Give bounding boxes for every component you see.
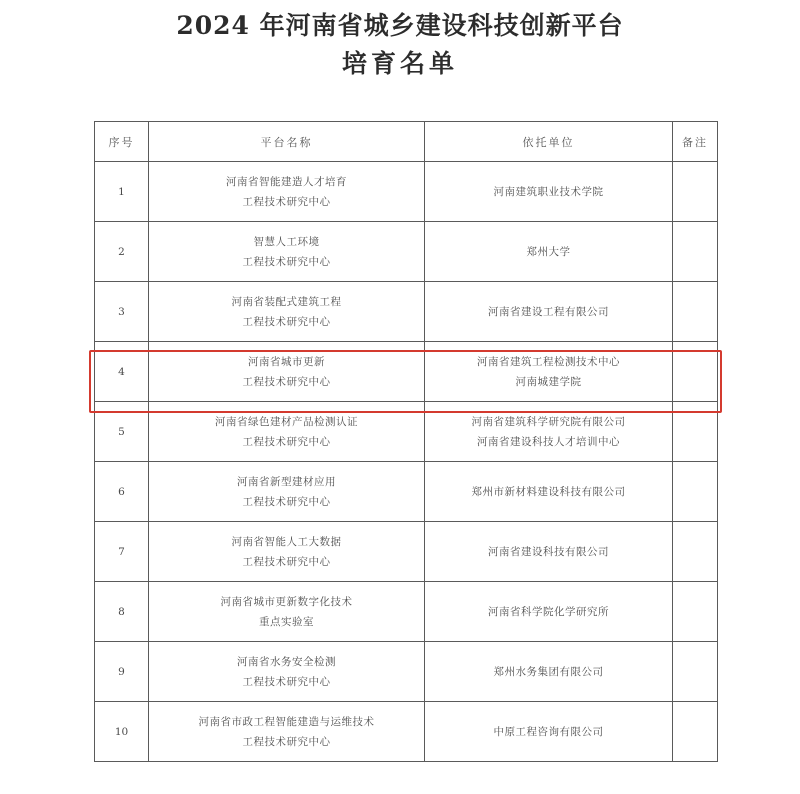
- row-remarks: [673, 702, 718, 762]
- platform-name-line: 工程技术研究中心: [242, 315, 331, 328]
- table-row: [95, 702, 718, 762]
- row-host-unit: [425, 702, 673, 762]
- platform-name-line: 河南省装配式建筑工程: [231, 295, 342, 308]
- header-serial: 序号: [95, 122, 149, 162]
- platform-name-line: 工程技术研究中心: [242, 675, 331, 688]
- row-serial: 4: [95, 342, 149, 402]
- row-serial: 10: [95, 702, 149, 762]
- table-row: [95, 582, 718, 642]
- row-platform-name: [149, 522, 425, 582]
- row-serial: 8: [95, 582, 149, 642]
- row-platform-name: [149, 222, 425, 282]
- row-serial: 7: [95, 522, 149, 582]
- row-platform-name: [149, 582, 425, 642]
- platform-name-line: 河南省智能人工大数据: [231, 535, 342, 548]
- platform-name-line: 工程技术研究中心: [242, 255, 331, 268]
- host-unit-line: 河南省建筑科学研究院有限公司: [471, 415, 626, 428]
- header-platform-name: 平台名称: [149, 122, 425, 162]
- row-remarks: [673, 402, 718, 462]
- row-host-unit: [425, 642, 673, 702]
- row-host-unit: [425, 222, 673, 282]
- platform-name-line: 河南省新型建材应用: [237, 475, 336, 488]
- roster-table: [94, 121, 718, 762]
- row-platform-name: [149, 642, 425, 702]
- row-host-unit: [425, 522, 673, 582]
- row-serial: 2: [95, 222, 149, 282]
- host-unit-line: 河南省建设科技人才培训中心: [477, 435, 620, 448]
- row-host-unit: [425, 162, 673, 222]
- table-row: [95, 342, 718, 402]
- platform-name-line: 工程技术研究中心: [242, 375, 331, 388]
- row-platform-name: [149, 282, 425, 342]
- table-row: [95, 642, 718, 702]
- host-unit-line: 河南建筑职业技术学院: [493, 185, 604, 198]
- row-remarks: [673, 642, 718, 702]
- table-row: [95, 282, 718, 342]
- host-unit-line: 中原工程咨询有限公司: [493, 725, 604, 738]
- host-unit-line: 郑州水务集团有限公司: [493, 665, 604, 678]
- header-host-unit: 依托单位: [425, 122, 673, 162]
- host-unit-line: 河南城建学院: [515, 375, 582, 388]
- table-row: [95, 402, 718, 462]
- row-serial: 5: [95, 402, 149, 462]
- row-host-unit: [425, 582, 673, 642]
- row-serial: 1: [95, 162, 149, 222]
- host-unit-line: 河南省建设工程有限公司: [488, 305, 609, 318]
- host-unit-line: 河南省建筑工程检测技术中心: [477, 355, 620, 368]
- table-row: [95, 522, 718, 582]
- row-platform-name: [149, 162, 425, 222]
- platform-name-line: 智慧人工环境: [253, 235, 320, 248]
- row-remarks: [673, 342, 718, 402]
- table-row: [95, 162, 718, 222]
- row-host-unit: [425, 462, 673, 522]
- table-header-row: [95, 122, 718, 162]
- platform-name-line: 工程技术研究中心: [242, 195, 331, 208]
- platform-name-line: 河南省城市更新数字化技术: [220, 595, 353, 608]
- platform-name-line: 河南省智能建造人才培育: [226, 175, 347, 188]
- row-serial: 9: [95, 642, 149, 702]
- row-host-unit: [425, 342, 673, 402]
- host-unit-line: 郑州市新材料建设科技有限公司: [471, 485, 626, 498]
- row-platform-name: [149, 402, 425, 462]
- platform-name-line: 重点实验室: [259, 615, 314, 628]
- host-unit-line: 河南省科学院化学研究所: [488, 605, 609, 618]
- platform-name-line: 河南省市政工程智能建造与运维技术: [198, 715, 375, 728]
- header-remarks: 备注: [673, 122, 718, 162]
- row-platform-name: [149, 342, 425, 402]
- platform-name-line: 工程技术研究中心: [242, 435, 331, 448]
- row-serial: 3: [95, 282, 149, 342]
- row-remarks: [673, 522, 718, 582]
- document-title-line1: 2024 年河南省城乡建设科技创新平台: [176, 11, 624, 40]
- row-remarks: [673, 282, 718, 342]
- document-title-line2: 培育名单: [341, 49, 458, 78]
- row-host-unit: [425, 282, 673, 342]
- row-platform-name: [149, 702, 425, 762]
- host-unit-line: 郑州大学: [526, 245, 571, 258]
- platform-name-line: 河南省绿色建材产品检测认证: [215, 415, 358, 428]
- platform-name-line: 工程技术研究中心: [242, 555, 331, 568]
- platform-name-line: 工程技术研究中心: [242, 735, 331, 748]
- row-serial: 6: [95, 462, 149, 522]
- row-remarks: [673, 462, 718, 522]
- platform-name-line: 河南省城市更新: [248, 355, 325, 368]
- table-row: [95, 462, 718, 522]
- platform-name-line: 工程技术研究中心: [242, 495, 331, 508]
- row-host-unit: [425, 402, 673, 462]
- row-platform-name: [149, 462, 425, 522]
- row-remarks: [673, 582, 718, 642]
- row-remarks: [673, 222, 718, 282]
- row-remarks: [673, 162, 718, 222]
- host-unit-line: 河南省建设科技有限公司: [488, 545, 609, 558]
- platform-name-line: 河南省水务安全检测: [237, 655, 336, 668]
- table-row: [95, 222, 718, 282]
